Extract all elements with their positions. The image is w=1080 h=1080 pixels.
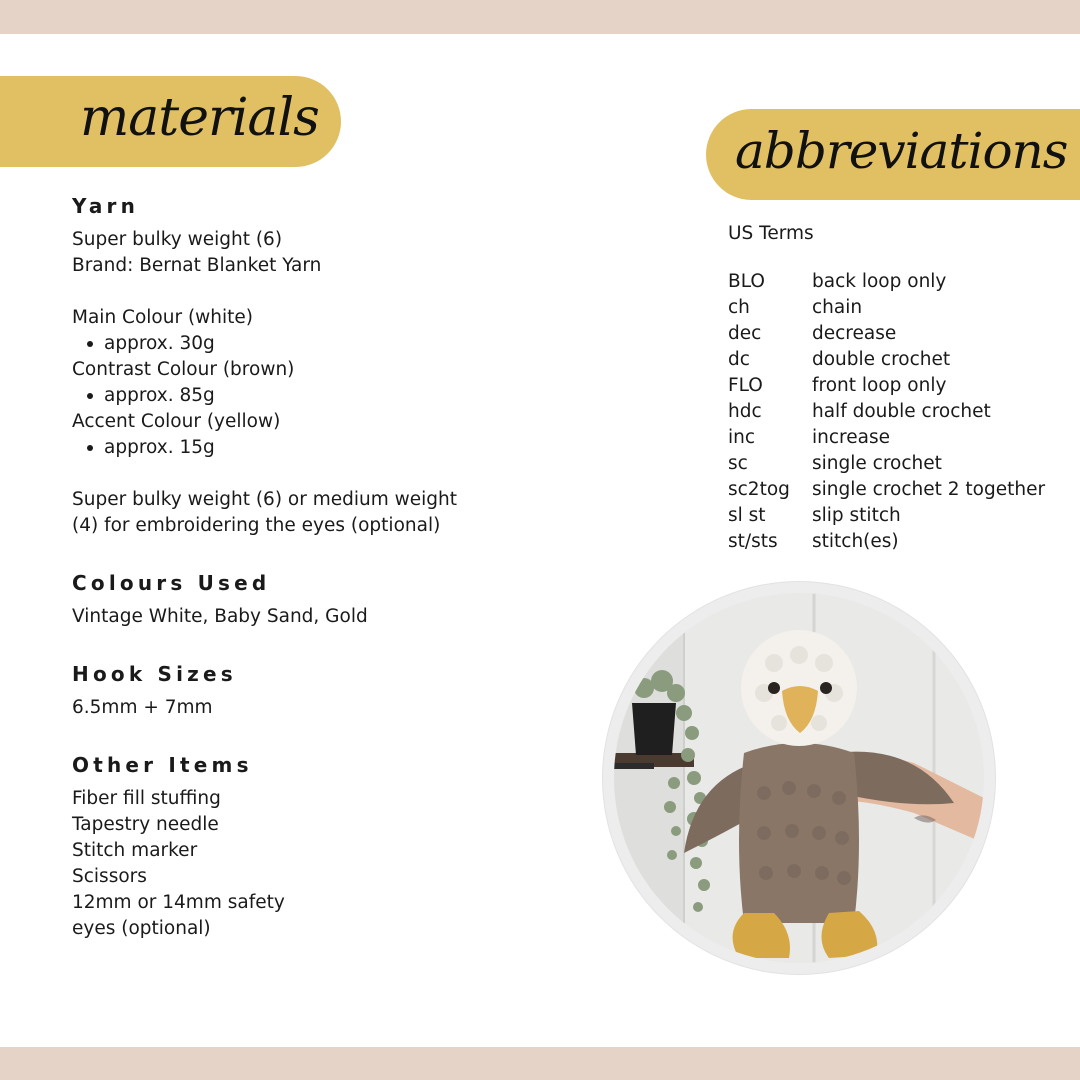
abbreviation-key: BLO bbox=[728, 271, 765, 292]
eagle-lovey-photo bbox=[614, 593, 984, 963]
abbreviation-meaning: front loop only bbox=[812, 375, 947, 396]
hooks-heading: Hook Sizes bbox=[72, 662, 237, 686]
other-item: Fiber fill stuffing bbox=[72, 788, 221, 809]
abbreviation-meaning: single crochet 2 together bbox=[812, 479, 1046, 500]
abbreviation-key: ch bbox=[728, 297, 750, 318]
abbreviation-key: st/sts bbox=[728, 531, 778, 552]
abbreviation-row bbox=[728, 373, 1045, 399]
contrast-colour-amount: approx. 85g bbox=[104, 383, 215, 409]
abbreviation-row bbox=[728, 347, 1045, 373]
materials-title: materials bbox=[80, 88, 319, 148]
other-item: Scissors bbox=[72, 866, 147, 887]
abbreviations-title: abbreviations bbox=[735, 122, 1068, 180]
abbreviation-row bbox=[728, 425, 1045, 451]
main-colour: Main Colour (white) bbox=[72, 307, 254, 328]
abbreviation-key: sc2tog bbox=[728, 479, 790, 500]
abbreviation-key: dc bbox=[728, 349, 750, 370]
abbreviation-meaning: single crochet bbox=[812, 453, 942, 474]
yarn-heading: Yarn bbox=[72, 194, 140, 218]
abbreviation-row bbox=[728, 529, 1045, 555]
other-item: Tapestry needle bbox=[72, 814, 219, 835]
bottom-band bbox=[0, 1047, 1080, 1080]
colours-text: Vintage White, Baby Sand, Gold bbox=[72, 606, 368, 627]
top-band bbox=[0, 0, 1080, 34]
us-terms-note: US Terms bbox=[728, 223, 814, 244]
abbreviation-key: sc bbox=[728, 453, 748, 474]
abbreviation-row bbox=[728, 399, 1045, 425]
eyes-note-line-1: Super bulky weight (6) or medium weight bbox=[72, 489, 458, 510]
abbreviation-row bbox=[728, 503, 1045, 529]
yarn-weight: Super bulky weight (6) bbox=[72, 229, 283, 250]
abbreviation-meaning: back loop only bbox=[812, 271, 947, 292]
abbreviation-meaning: decrease bbox=[812, 323, 897, 344]
abbreviation-meaning: double crochet bbox=[812, 349, 951, 370]
abbreviation-row bbox=[728, 477, 1045, 503]
abbreviation-meaning: chain bbox=[812, 297, 863, 318]
colours-heading: Colours Used bbox=[72, 571, 271, 595]
other-item: eyes (optional) bbox=[72, 918, 211, 939]
other-item: Stitch marker bbox=[72, 840, 198, 861]
contrast-colour: Contrast Colour (brown) bbox=[72, 359, 295, 380]
abbreviation-meaning: slip stitch bbox=[812, 505, 901, 526]
abbreviation-row bbox=[728, 451, 1045, 477]
other-items-heading: Other Items bbox=[72, 753, 253, 777]
abbreviation-meaning: half double crochet bbox=[812, 401, 991, 422]
accent-colour: Accent Colour (yellow) bbox=[72, 411, 281, 432]
hooks-text: 6.5mm + 7mm bbox=[72, 697, 213, 718]
abbreviation-meaning: increase bbox=[812, 427, 890, 448]
product-photo-frame bbox=[603, 582, 995, 974]
abbreviation-row bbox=[728, 295, 1045, 321]
other-item: 12mm or 14mm safety bbox=[72, 892, 285, 913]
abbreviation-key: sl st bbox=[728, 505, 766, 526]
abbreviation-list bbox=[728, 269, 1045, 555]
abbreviation-key: inc bbox=[728, 427, 756, 448]
abbreviation-row bbox=[728, 269, 1045, 295]
eagle-lovey-illustration bbox=[614, 593, 984, 963]
main-colour-amount: approx. 30g bbox=[104, 331, 215, 357]
abbreviation-meaning: stitch(es) bbox=[812, 531, 899, 552]
abbreviation-key: hdc bbox=[728, 401, 762, 422]
yarn-brand: Brand: Bernat Blanket Yarn bbox=[72, 255, 322, 276]
abbreviation-key: FLO bbox=[728, 375, 763, 396]
abbreviation-key: dec bbox=[728, 323, 762, 344]
eyes-note-line-2: (4) for embroidering the eyes (optional) bbox=[72, 515, 441, 536]
accent-colour-amount: approx. 15g bbox=[104, 435, 215, 461]
abbreviation-row bbox=[728, 321, 1045, 347]
